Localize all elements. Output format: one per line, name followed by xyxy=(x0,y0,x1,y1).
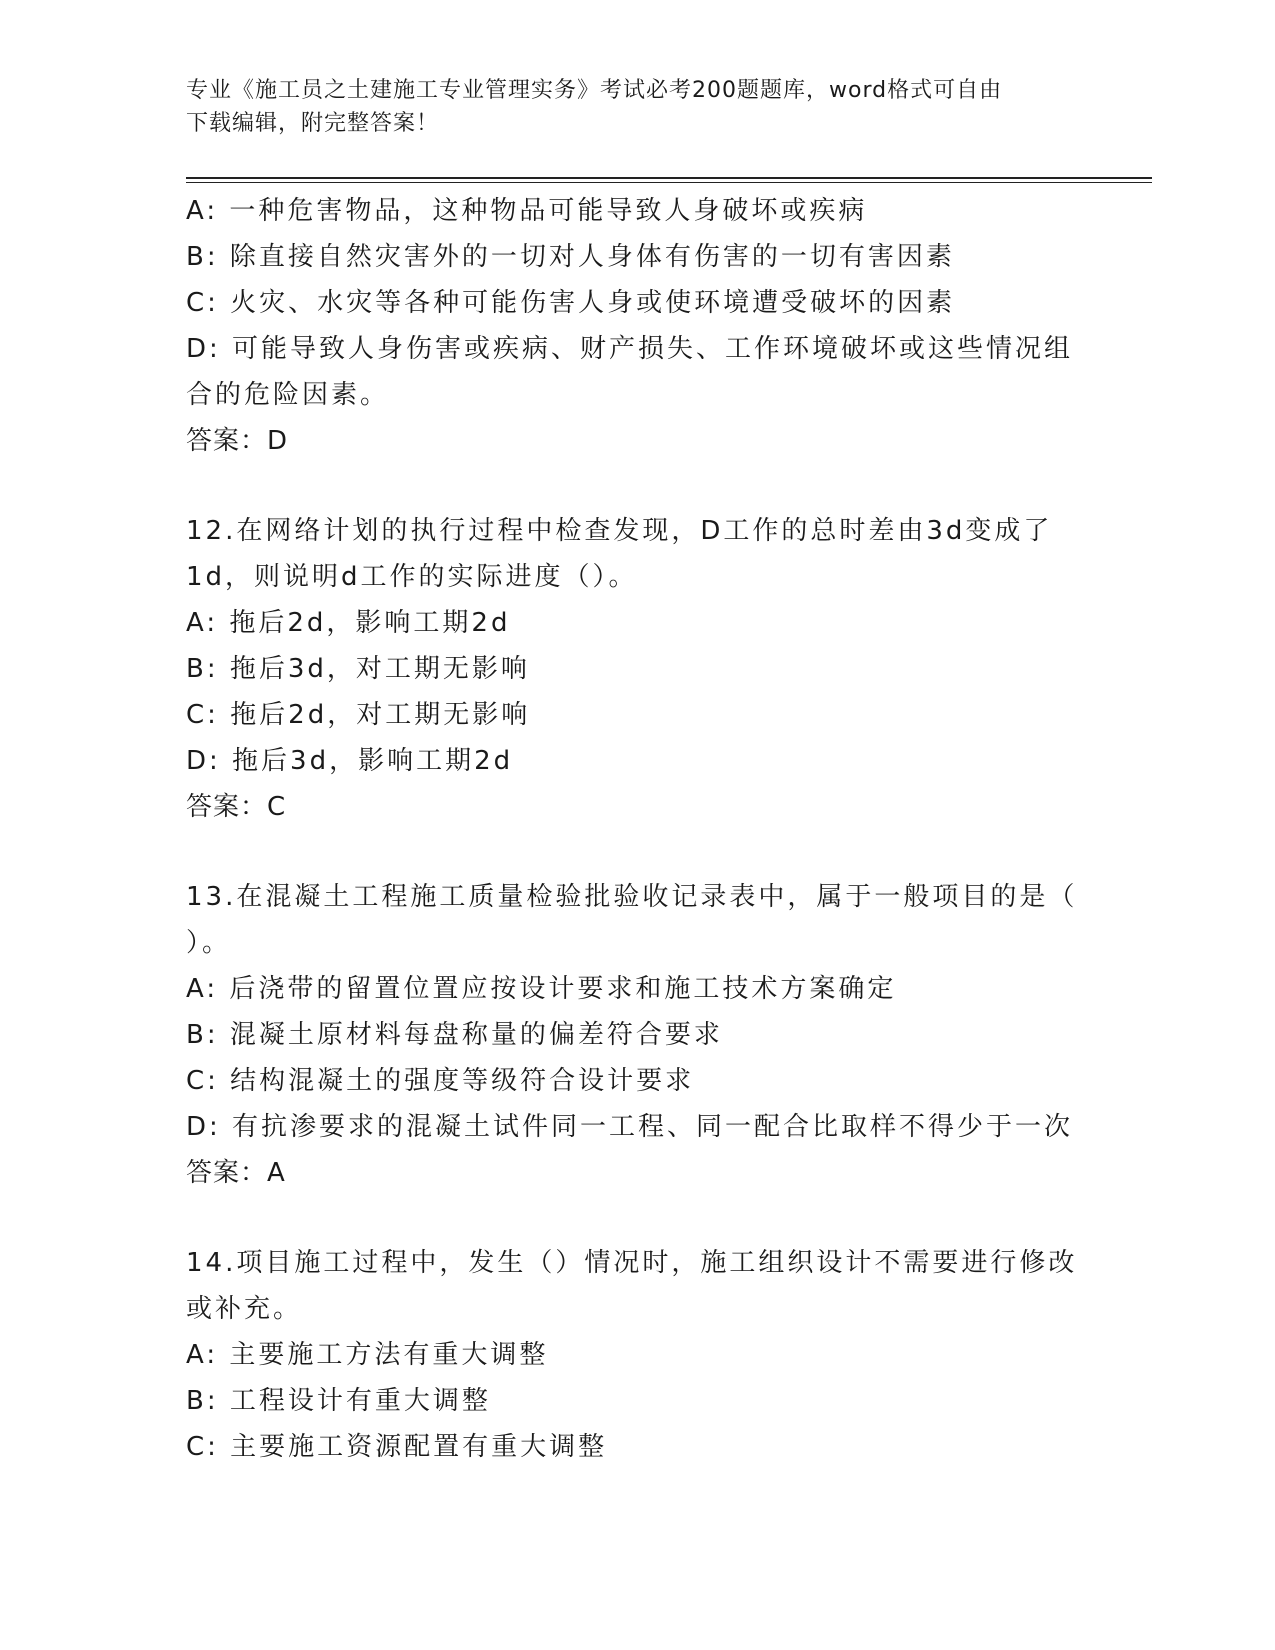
question-14 xyxy=(186,1240,1086,1470)
question-stem: 13.在混凝土工程施工质量检验批验收记录表中，属于一般项目的是（ xyxy=(186,882,1078,912)
spacer xyxy=(186,1196,1086,1240)
question-stem-continued: ）。 xyxy=(186,928,232,958)
question-stem-continued: 或补充。 xyxy=(186,1294,303,1324)
option-b: B: 混凝土原材料每盘称量的偏差符合要求 xyxy=(186,1020,723,1050)
option-c: C: 火灾、水灾等各种可能伤害人身或使环境遭受破坏的因素 xyxy=(186,288,956,318)
question-11 xyxy=(186,188,1086,464)
question-stem-continued: 1d，则说明d工作的实际进度（）。 xyxy=(186,562,638,592)
answer: 答案：D xyxy=(186,426,289,456)
option-a: A: 后浇带的留置位置应按设计要求和施工技术方案确定 xyxy=(186,974,897,1004)
option-c: C: 结构混凝土的强度等级符合设计要求 xyxy=(186,1066,695,1096)
option-a: A: 主要施工方法有重大调整 xyxy=(186,1340,549,1370)
option-d: D: 有抗渗要求的混凝土试件同一工程、同一配合比取样不得少于一次 xyxy=(186,1112,1074,1142)
answer: 答案：C xyxy=(186,792,287,822)
option-b: B: 除直接自然灾害外的一切对人身体有伤害的一切有害因素 xyxy=(186,242,955,272)
option-d-continued: 合的危险因素。 xyxy=(186,380,390,410)
question-13 xyxy=(186,874,1086,1196)
question-stem: 14.项目施工过程中，发生（）情况时，施工组织设计不需要进行修改 xyxy=(186,1248,1078,1278)
option-d: D: 可能导致人身伤害或疾病、财产损失、工作环境破坏或这些情况组 xyxy=(186,334,1074,364)
header-line-2: 下载编辑，附完整答案！ xyxy=(186,111,440,136)
header-line-1: 专业《施工员之土建施工专业管理实务》考试必考200题题库，word格式可自由 xyxy=(186,78,1003,103)
question-12 xyxy=(186,508,1086,830)
option-a: A: 拖后2d，影响工期2d xyxy=(186,608,511,638)
document-header xyxy=(186,74,1066,140)
spacer xyxy=(186,830,1086,874)
option-b: B: 拖后3d，对工期无影响 xyxy=(186,654,530,684)
option-a: A: 一种危害物品，这种物品可能导致人身破坏或疾病 xyxy=(186,196,868,226)
option-b: B: 工程设计有重大调整 xyxy=(186,1386,491,1416)
option-c: C: 拖后2d，对工期无影响 xyxy=(186,700,531,730)
question-body xyxy=(186,188,1086,1470)
answer: 答案：A xyxy=(186,1158,286,1188)
option-d: D: 拖后3d，影响工期2d xyxy=(186,746,514,776)
option-c: C: 主要施工资源配置有重大调整 xyxy=(186,1432,608,1462)
header-rule-thin xyxy=(186,182,1152,183)
question-stem: 12.在网络计划的执行过程中检查发现，D工作的总时差由3d变成了 xyxy=(186,516,1053,546)
spacer xyxy=(186,464,1086,508)
header-rule-thick xyxy=(186,177,1152,179)
